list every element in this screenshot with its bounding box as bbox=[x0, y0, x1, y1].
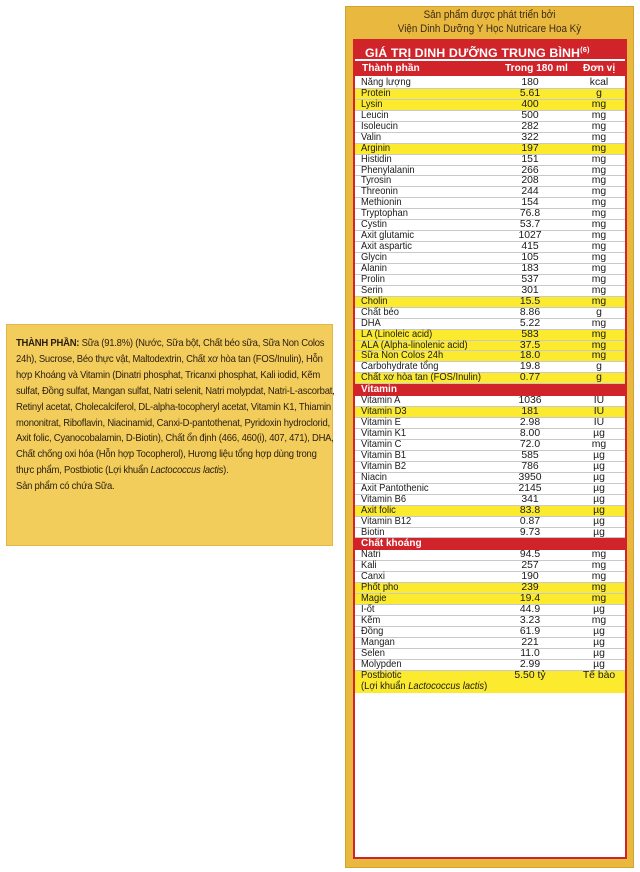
nutrient-unit: mg bbox=[591, 230, 607, 242]
nutrient-unit: µg bbox=[593, 449, 605, 461]
nutrient-value: 83.8 bbox=[519, 504, 541, 516]
nutrient-value: 151 bbox=[521, 153, 539, 165]
nutrient-unit: mg bbox=[591, 175, 607, 187]
nutrient-name: Carbohydrate tổng bbox=[361, 361, 439, 373]
maker-text bbox=[356, 9, 623, 36]
nutrient-value: 94.5 bbox=[519, 549, 541, 561]
nutrient-unit: mg bbox=[591, 593, 607, 605]
nutrient-name: Glycin bbox=[361, 252, 387, 263]
nutrient-name: ALA (Alpha-linolenic acid) bbox=[361, 339, 468, 351]
nutrient-unit: mg bbox=[591, 273, 607, 285]
nutrient-unit: µg bbox=[593, 493, 605, 505]
nutrient-unit: mg bbox=[591, 615, 607, 627]
nutrient-value: 208 bbox=[521, 175, 539, 187]
col-header-value: Trong 180 ml bbox=[505, 63, 568, 74]
nutrient-unit: µg bbox=[593, 471, 605, 483]
nutrient-name: Vitamin E bbox=[361, 417, 401, 429]
nutrient-value: 257 bbox=[521, 560, 539, 572]
nutrient-value: 537 bbox=[521, 273, 539, 285]
nutrient-unit: µg bbox=[593, 428, 605, 440]
nutrient-name: DHA bbox=[361, 317, 381, 329]
nutrient-value: 18.0 bbox=[519, 350, 541, 362]
nutrient-row bbox=[355, 373, 625, 384]
nutrient-unit: mg bbox=[591, 131, 607, 143]
nutrient-name: Isoleucin bbox=[361, 120, 398, 132]
nutrient-value: 400 bbox=[521, 98, 539, 110]
nutrient-unit: mg bbox=[591, 339, 607, 351]
nutrient-name: Molypden bbox=[361, 658, 402, 670]
nutrient-value: 8.86 bbox=[519, 306, 541, 318]
nutrient-unit: mg bbox=[591, 571, 607, 583]
nutrient-value: 583 bbox=[521, 328, 539, 340]
nutrient-unit: mg bbox=[591, 560, 607, 572]
nutrient-value: 786 bbox=[521, 460, 539, 472]
nutrient-name: Vitamin B1 bbox=[361, 449, 407, 461]
nutrient-unit: µg bbox=[593, 626, 605, 637]
nutrient-value: 3950 bbox=[518, 471, 542, 483]
nutrient-row bbox=[355, 528, 625, 539]
nutrient-value: 8.00 bbox=[519, 428, 541, 440]
nutrient-name: Selen bbox=[361, 647, 385, 659]
nutrient-value: 197 bbox=[521, 142, 539, 154]
nutrient-unit: IU bbox=[593, 417, 605, 429]
ingredients-label: THÀNH PHẦN: bbox=[16, 338, 80, 349]
nutrient-name: Magie bbox=[361, 593, 387, 605]
nutrient-name: Axit folic bbox=[361, 504, 396, 516]
postbiotic-sub-italic: Lactococcus lactis bbox=[408, 680, 485, 692]
nutrient-name: Tyrosin bbox=[361, 175, 392, 187]
nutrient-value: 181 bbox=[521, 406, 539, 418]
nutrient-value: 1036 bbox=[518, 395, 542, 407]
ingredients-text bbox=[16, 336, 336, 495]
nutrient-value: 9.73 bbox=[519, 526, 541, 538]
col-header-unit: Đơn vị bbox=[583, 63, 616, 74]
nutrition-rows bbox=[355, 78, 625, 693]
nutrient-name: Chất béo bbox=[361, 306, 399, 318]
nutrient-name: Vitamin A bbox=[361, 395, 401, 407]
postbiotic-row bbox=[355, 671, 625, 693]
nutrition-panel bbox=[345, 6, 634, 868]
nutrient-unit: µg bbox=[593, 526, 605, 538]
nutrient-value: 19.8 bbox=[519, 361, 541, 373]
nutrient-unit: µg bbox=[593, 658, 605, 670]
nutrient-name: Postbiotic bbox=[361, 669, 402, 681]
nutrient-name: Prolin bbox=[361, 273, 385, 285]
nutrient-unit: mg bbox=[591, 109, 607, 121]
nutrient-value: 190 bbox=[521, 571, 539, 583]
nutrient-value: 500 bbox=[521, 109, 539, 121]
nutrient-name: Protein bbox=[361, 87, 391, 99]
nutrient-unit: mg bbox=[591, 582, 607, 594]
nutrition-title bbox=[355, 41, 625, 59]
nutrition-header bbox=[355, 61, 625, 76]
nutrient-unit: mg bbox=[591, 252, 607, 263]
nutrient-name: Niacin bbox=[361, 471, 387, 483]
nutrient-name: Cholin bbox=[361, 295, 388, 307]
col-header-name: Thành phần bbox=[362, 63, 420, 74]
nutrient-unit: g bbox=[596, 361, 602, 373]
nutrient-unit: mg bbox=[591, 164, 607, 176]
nutrient-unit: mg bbox=[591, 284, 607, 296]
nutrient-value: 244 bbox=[521, 186, 539, 198]
nutrient-value: 15.5 bbox=[519, 295, 541, 307]
nutrient-value: 61.9 bbox=[519, 626, 541, 637]
nutrient-unit: mg bbox=[591, 350, 607, 362]
nutrition-title-sup: (6) bbox=[580, 45, 590, 54]
nutrient-name: Natri bbox=[361, 549, 381, 561]
nutrient-value: 53.7 bbox=[519, 219, 541, 231]
nutrient-name: Canxi bbox=[361, 571, 385, 583]
nutrient-name: Vitamin B12 bbox=[361, 515, 412, 527]
nutrient-name: Alanin bbox=[361, 262, 388, 274]
nutrient-name: Sữa Non Colos 24h bbox=[361, 350, 444, 362]
maker-line-2: Viện Dinh Dưỡng Y Học Nutricare Hoa Kỳ bbox=[397, 22, 582, 35]
nutrient-name: Cystin bbox=[361, 219, 387, 231]
nutrient-unit: mg bbox=[591, 186, 607, 198]
nutrient-unit: µg bbox=[593, 504, 605, 516]
nutrient-value: 415 bbox=[521, 241, 539, 253]
nutrient-value: 2145 bbox=[518, 482, 542, 494]
nutrient-unit: µg bbox=[593, 460, 605, 472]
ingredients-italic: Lactococcus lactis bbox=[150, 465, 224, 477]
nutrient-unit: mg bbox=[591, 328, 607, 340]
nutrient-name: I-ốt bbox=[361, 604, 375, 616]
nutrient-value: 180 bbox=[521, 77, 539, 88]
nutrient-name: Threonin bbox=[361, 186, 398, 198]
nutrient-unit: kcal bbox=[589, 77, 609, 88]
nutrient-name: Vitamin B2 bbox=[361, 460, 407, 472]
nutrient-name: Methionin bbox=[361, 197, 402, 209]
nutrient-value: 5.22 bbox=[519, 317, 541, 329]
nutrient-value: 341 bbox=[521, 493, 539, 505]
nutrient-unit: Tế bào bbox=[582, 669, 616, 681]
nutrient-unit: mg bbox=[591, 142, 607, 154]
nutrient-name: Năng lượng bbox=[361, 77, 411, 88]
ingredients-body: Sữa (91.8%) (Nước, Sữa bột, Chất béo sữa, Sữa Non Colos 24h), Sucrose, Béo thực vật, Maltodextrin, Chất xơ hòa tan (FOS/Inulin), Hỗn hợp Khoáng và Vitamin (Dinatri phosphat, Tricanxi phosphat, Kali iodid, Kẽm sulfat, Đồng sulfat, Mangan sulfat, Natri selenit, Natri molypdat, Natri-L-ascorbat, Retinyl acetat, Cholecalciferol, DL-alpha-tocopheryl acetat, Vitamin K1, Thiamin mononitrat, Riboflavin, Niacinamid, Canxi-D-pantothenat, Pyridoxin hydroclorid, Axit folic, Cyanocobalamin, D-Biotin), Chất ổn định (466, 460(i), 407, 471), DHA, Chất chống oxi hóa (Hỗn hợp Tocopherol), Hương liệu tổng hợp dùng trong thực phẩm, Postbiotic (Lợi khuẩn bbox=[16, 338, 335, 477]
nutrient-unit: µg bbox=[593, 647, 605, 659]
ingredients-note: Sản phẩm có chứa Sữa. bbox=[16, 481, 115, 493]
nutrient-value: 72.0 bbox=[519, 439, 541, 450]
nutrient-name: Axit Pantothenic bbox=[361, 482, 429, 494]
ingredients-tail: ). bbox=[223, 465, 229, 477]
nutrient-name: Vitamin C bbox=[361, 439, 402, 450]
nutrient-value: 19.4 bbox=[519, 593, 541, 605]
nutrient-value: 239 bbox=[521, 582, 539, 594]
nutrient-name: Histidin bbox=[361, 153, 392, 165]
nutrient-unit: mg bbox=[591, 262, 607, 274]
nutrient-value: 266 bbox=[521, 164, 539, 176]
nutrient-value: 301 bbox=[521, 284, 539, 296]
postbiotic-sub-suffix: ) bbox=[484, 680, 488, 692]
nutrient-unit: µg bbox=[593, 482, 605, 494]
postbiotic-sub-prefix: (Lợi khuẩn bbox=[361, 680, 409, 692]
nutrient-unit: µg bbox=[593, 636, 605, 648]
nutrient-name: Vitamin D3 bbox=[361, 406, 407, 418]
nutrient-name: Vitamin K1 bbox=[361, 428, 407, 440]
nutrient-unit: mg bbox=[591, 153, 607, 165]
nutrient-value: 282 bbox=[521, 120, 539, 132]
nutrient-name: Phốt pho bbox=[361, 582, 399, 594]
nutrient-value: 1027 bbox=[518, 230, 542, 242]
nutrient-value: 5.50 tỷ bbox=[514, 669, 546, 681]
nutrient-unit: µg bbox=[593, 515, 605, 527]
ingredients-panel bbox=[6, 324, 333, 546]
nutrient-value: 11.0 bbox=[520, 647, 540, 659]
nutrient-value: 322 bbox=[521, 131, 539, 143]
nutrient-name: Tryptophan bbox=[361, 208, 408, 220]
nutrient-unit: mg bbox=[591, 208, 607, 220]
nutrient-unit: mg bbox=[591, 295, 607, 307]
nutrient-name: Phenylalanin bbox=[361, 164, 415, 176]
nutrient-unit: mg bbox=[591, 219, 607, 231]
nutrient-name: Biotin bbox=[361, 526, 385, 538]
nutrient-unit: mg bbox=[591, 98, 607, 110]
nutrient-name: Valin bbox=[361, 131, 382, 143]
nutrient-value: 3.23 bbox=[519, 615, 541, 627]
nutrient-unit: g bbox=[596, 372, 602, 384]
nutrition-title-text: GIÁ TRỊ DINH DƯỠNG TRUNG BÌNH bbox=[365, 46, 581, 61]
section-header: Vitamin bbox=[355, 384, 625, 396]
nutrient-name: Kali bbox=[361, 560, 377, 572]
nutrient-value: 221 bbox=[521, 636, 539, 648]
nutrient-unit: IU bbox=[593, 395, 605, 407]
nutrient-name: Mangan bbox=[361, 636, 395, 648]
nutrient-name: Axit aspartic bbox=[361, 241, 412, 253]
nutrient-value: 585 bbox=[521, 449, 539, 461]
nutrient-value: 154 bbox=[521, 197, 539, 209]
nutrient-name: LA (Linoleic acid) bbox=[361, 328, 433, 340]
nutrient-value: 37.5 bbox=[519, 339, 541, 351]
nutrient-value: 0.87 bbox=[519, 515, 541, 527]
nutrient-value: 44.9 bbox=[519, 604, 541, 616]
nutrient-unit: mg bbox=[591, 120, 607, 132]
nutrient-name: Serin bbox=[361, 284, 383, 296]
nutrient-name: Arginin bbox=[361, 142, 391, 154]
nutrient-unit: g bbox=[596, 87, 602, 99]
nutrient-name: Đồng bbox=[361, 626, 384, 637]
nutrient-unit: mg bbox=[591, 317, 607, 329]
nutrient-value: 76.8 bbox=[519, 208, 541, 220]
nutrient-unit: mg bbox=[591, 197, 607, 209]
nutrient-unit: g bbox=[596, 306, 602, 318]
nutrient-name: Vitamin B6 bbox=[361, 493, 407, 505]
nutrient-name: Kẽm bbox=[361, 615, 381, 627]
nutrient-value: 2.99 bbox=[519, 658, 541, 670]
nutrient-value: 183 bbox=[521, 262, 539, 274]
nutrient-value: 0.77 bbox=[519, 372, 541, 384]
nutrition-table bbox=[353, 39, 627, 859]
nutrient-unit: mg bbox=[591, 241, 607, 253]
nutrient-unit: mg bbox=[591, 549, 607, 561]
nutrient-unit: mg bbox=[591, 439, 607, 450]
nutrient-value: 5.61 bbox=[519, 87, 541, 99]
section-header: Chất khoáng bbox=[355, 538, 625, 550]
nutrient-value: 2.98 bbox=[519, 417, 541, 429]
nutrient-name: Axit glutamic bbox=[361, 230, 415, 242]
nutrient-name: Leucin bbox=[361, 109, 389, 121]
nutrient-unit: µg bbox=[593, 604, 605, 616]
nutrient-name: Lysin bbox=[361, 98, 383, 110]
nutrient-name: Chất xơ hòa tan (FOS/Inulin) bbox=[361, 372, 481, 384]
nutrient-unit: IU bbox=[593, 406, 605, 418]
maker-line-1: Sản phẩm được phát triển bởi bbox=[423, 9, 556, 21]
nutrient-value: 105 bbox=[521, 252, 539, 263]
postbiotic-subtext bbox=[361, 681, 487, 693]
